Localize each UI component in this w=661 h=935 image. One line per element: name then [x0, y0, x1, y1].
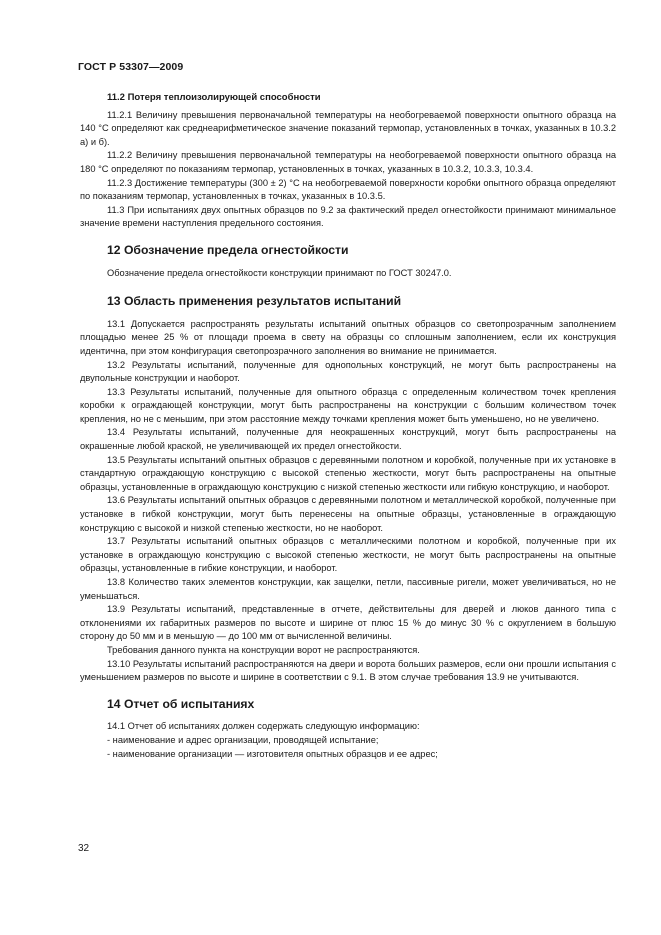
paragraph-13-10: 13.10 Результаты испытаний распространяются на двери и ворота больших размеров, если они прошли испытания с уменьшением размеров по высоте и ширине в соответствии с 9.1. В этом случае требования 13.9 не учитываются. — [80, 658, 616, 683]
paragraph-13-2: 13.2 Результаты испытаний, полученные для однопольных конструкций, не могут быть распространены на двупольные конструкции и наоборот. — [80, 359, 616, 384]
paragraph-12: Обозначение предела огнестойкости конструкции принимают по ГОСТ 30247.0. — [107, 267, 452, 278]
subsection-title-11-2: 11.2 Потеря теплоизолирующей способности — [107, 92, 321, 103]
paragraph-11-2-1: 11.2.1 Величину превышения первоначальной температуры на необогреваемой поверхности опытного образца на 140 °С определяют как среднеарифметическое значение показаний термопар, установленных в точках, указанных в 10.3.2 а) и б). — [80, 109, 616, 147]
list-item: - наименование организации — изготовителя опытных образцов и ее адрес; — [107, 748, 438, 759]
page-content — [80, 91, 616, 761]
paragraph-13-5: 13.5 Результаты испытаний опытных образцов с деревянными полотном и коробкой, полученные при их установке в стандартную ограждающую конструкцию с высокой степенью жесткости, могут быть распространены на опытные образцы, установленные в ограждающую конструкцию с низкой степенью жесткости или гибкую конструкцию, и наоборот. — [80, 454, 616, 492]
section-title-14: 14 Отчет об испытаниях — [107, 696, 255, 711]
paragraph-11-2-3: 11.2.3 Достижение температуры (300 ± 2) °С на необогреваемой поверхности коробки опытного образца определяют по показаниям термопар, установленных в точках, указанных в 10.3.5. — [80, 177, 616, 202]
section-title-13: 13 Область применения результатов испытаний — [107, 294, 402, 309]
paragraph-13-8: 13.8 Количество таких элементов конструкции, как защелки, петли, пассивные ригели, может увеличиваться, но не уменьшаться. — [80, 577, 616, 601]
paragraph-14-1: 14.1 Отчет об испытаниях должен содержать следующую информацию: — [107, 721, 420, 732]
paragraph-13-9-note: Требования данного пункта на конструкции ворот не распространяются. — [107, 644, 420, 655]
page-number: 32 — [78, 843, 90, 854]
paragraph-13-7: 13.7 Результаты испытаний опытных образцов с металлическими полотном и коробкой, полученные при их установке в ограждающую конструкцию с высокой степенью жесткости, не могут быть распространены на опытные образцы, установленные в гибкие конструкции, и наоборот. — [80, 536, 616, 574]
paragraph-11-3: 11.3 При испытаниях двух опытных образцов по 9.2 за фактический предел огнестойкости принимают минимальное значение времени наступления предельного состояния. — [80, 204, 616, 229]
section-title-12: 12 Обозначение предела огнестойкости — [107, 242, 349, 257]
paragraph-13-3: 13.3 Результаты испытаний, полученные для опытного образца с определенным количеством точек крепления коробки к ограждающей конструкции, могут быть распространены на конструкции с большим количеством точек крепления, но не с меньшим, при этом расстояние между точками крепления может быть уменьшено, но не увеличено. — [80, 386, 616, 424]
paragraph-13-9: 13.9 Результаты испытаний, представленные в отчете, действительны для дверей и люков данного типа с отклонениями их габаритных размеров по высоте и ширине от плюс 15 % до минус 30 % с округлением в большую сторону до 50 мм и в меньшую — до 100 мм от вычисленной величины. — [80, 604, 616, 642]
paragraph-11-2-2: 11.2.2 Величину превышения первоначальной температуры на необогреваемой поверхности опытного образца на 180 °С определяют по показаниям термопар, установленных в точках, указанных в 10.3.2, 10.3.3, 10.3.4. — [80, 150, 616, 174]
paragraph-13-1: 13.1 Допускается распространять результаты испытаний опытных образцов со светопрозрачным заполнением площадью менее 25 % от площади проема в свету на образцы со сплошным заполнением, если их конструкция идентична, при этом конфигурация светопрозрачного заполнения во внимание не принимается. — [80, 318, 616, 356]
paragraph-13-4: 13.4 Результаты испытаний, полученные для неокрашенных конструкций, могут быть распространены на окрашенные любой краской, не увеличивающей их предел огнестойкости. — [80, 427, 616, 452]
document-header: ГОСТ Р 53307—2009 — [78, 61, 184, 73]
list-item: - наименование и адрес организации, проводящей испытание; — [107, 734, 379, 745]
paragraph-13-6: 13.6 Результаты испытаний опытных образцов с деревянными полотном и металлической коробкой, полученные при установке в гибкой конструкции, могут быть перенесены на опытные образцы, установленные в ограждающую конструкцию с высокой и низкой степенью жесткости, но не наоборот. — [80, 495, 616, 533]
